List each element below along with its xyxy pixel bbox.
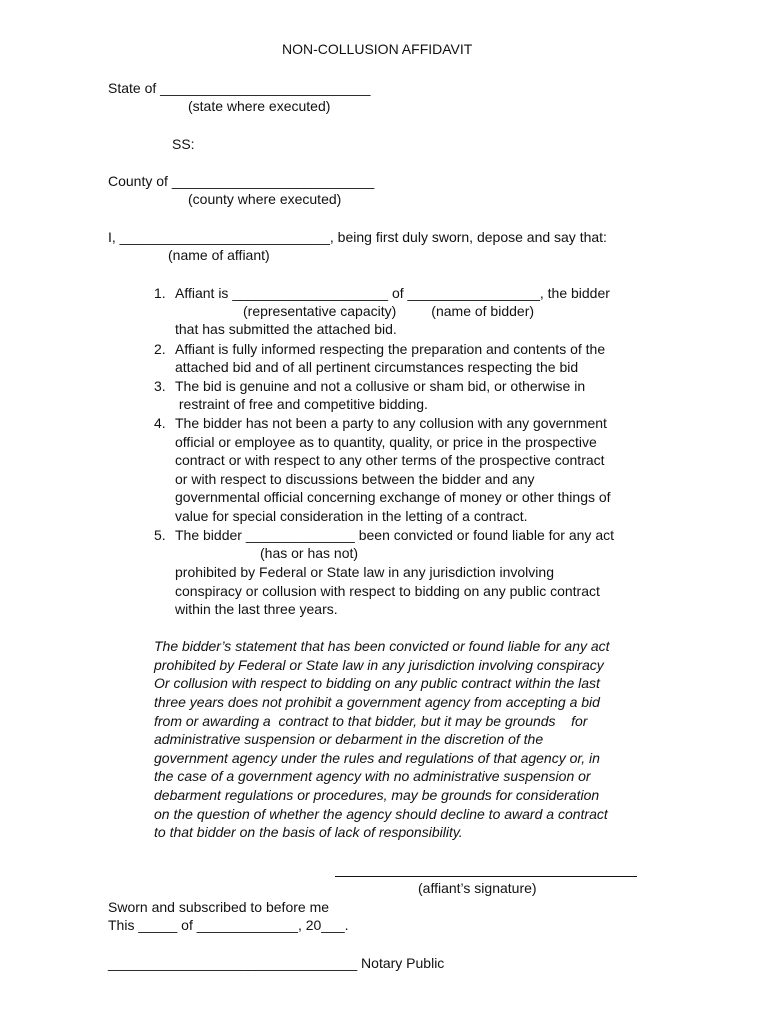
item-line: restraint of free and competitive bidding. (175, 396, 428, 412)
signature-caption: (affiant’s signature) (418, 880, 537, 896)
item-line: contract or with respect to any other terms of the prospective contract (175, 452, 605, 468)
item-line: attached bid and of all pertinent circumstances respecting the bid (175, 359, 579, 375)
item-number: 2. (154, 341, 166, 357)
item-line: prohibited by Federal or State law in any jurisdiction involving (175, 564, 554, 580)
item-line: or with respect to discussions between the bidder and any (175, 471, 535, 487)
sworn-date-line: This _____ of _____________, 20___. (108, 917, 349, 933)
item-number: 3. (154, 378, 166, 394)
item-line: The bidder has not been a party to any collusion with any government (175, 415, 607, 431)
page-title: NON-COLLUSION AFFIDAVIT (282, 41, 473, 57)
statement-line: debarment regulations or procedures, may be grounds for consideration (154, 787, 600, 803)
item-number: 5. (154, 527, 166, 543)
county-line: County of __________________________ (108, 173, 375, 189)
item-line: value for special consideration in the letting of a contract. (175, 508, 528, 524)
signature-line (335, 876, 637, 877)
affiant-caption: (name of affiant) (168, 247, 270, 263)
item-line: within the last three years. (175, 601, 338, 617)
item-caption: (has or has not) (260, 545, 359, 561)
item-line: Affiant is fully informed respecting the preparation and contents of the (175, 341, 606, 357)
statement-line: to that bidder on the basis of lack of responsibility. (154, 824, 463, 840)
statement-line: the case of a government agency with no administrative suspension or (154, 768, 591, 784)
statement-line: administrative suspension or debarment in the discretion of the (154, 731, 544, 747)
item-line: governmental official concerning exchange of money or other things of (175, 489, 611, 505)
item-line: Affiant is ____________________ of _________________, the bidder (175, 285, 610, 301)
statement-line: Or collusion with respect to bidding on any public contract within the last (154, 675, 600, 691)
item-line: conspiracy or collusion with respect to bidding on any public contract (175, 583, 600, 599)
county-caption: (county where executed) (188, 191, 342, 207)
ss-label: SS: (172, 136, 195, 152)
item-line: The bid is genuine and not a collusive or sham bid, or otherwise in (175, 378, 586, 394)
state-caption: (state where executed) (188, 98, 331, 114)
item-caption: (representative capacity) (name of bidder) (243, 303, 535, 319)
statement-line: government agency under the rules and regulations of that agency or, in (154, 750, 600, 766)
affiant-line: I, ___________________________, being first duly sworn, depose and say that: (108, 229, 607, 245)
item-number: 1. (154, 285, 166, 301)
statement-line: prohibited by Federal or State law in any jurisdiction involving conspiracy (154, 657, 604, 673)
statement-line: The bidder’s statement that has been convicted or found liable for any act (154, 638, 610, 654)
item-number: 4. (154, 415, 166, 431)
sworn-line: Sworn and subscribed to before me (108, 899, 330, 915)
statement-line: on the question of whether the agency should decline to award a contract (154, 806, 608, 822)
notary-line: ________________________________ Notary Public (108, 955, 445, 971)
item-line: that has submitted the attached bid. (175, 321, 397, 337)
item-line: official or employee as to quantity, quality, or price in the prospective (175, 434, 597, 450)
statement-line: from or awarding a contract to that bidder, but it may be grounds for (154, 713, 588, 729)
item-line: The bidder ______________ been convicted or found liable for any act (175, 527, 614, 543)
state-line: State of ___________________________ (108, 80, 371, 96)
statement-line: three years does not prohibit a government agency from accepting a bid (154, 694, 600, 710)
